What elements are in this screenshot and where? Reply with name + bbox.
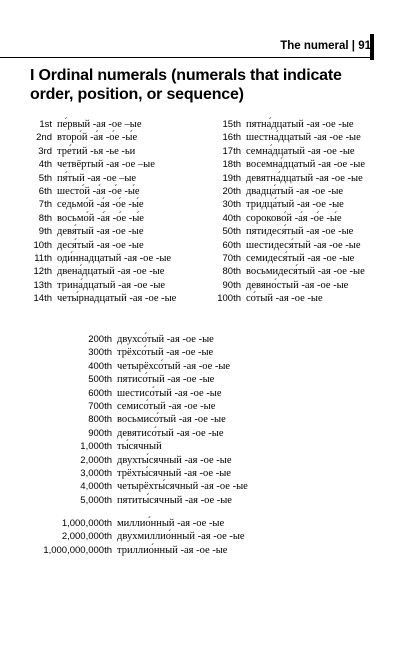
- numeral-number: 1,000,000th: [61, 518, 112, 529]
- numeral-word: триллио́нный -ая -ое -ые: [117, 544, 228, 556]
- numeral-word: двухты́сячный -ая -ое -ые: [117, 454, 232, 466]
- numeral-number: 500th: [88, 374, 112, 386]
- numeral-word: девятисо́тый -ая -ое -ые: [117, 427, 224, 439]
- numeral-word: пятидеся́тый -ая -ое -ые: [246, 226, 354, 238]
- numeral-number: 8th: [38, 212, 52, 224]
- section-title: I Ordinal numerals (numerals that indicate order, position, or sequence): [30, 67, 342, 103]
- numeral-word: второ́й -а́я -о́е -ы́е: [57, 132, 138, 144]
- numeral-row: [30, 387, 248, 400]
- ordinals-1-14: [12, 118, 176, 306]
- header-rule: [0, 57, 371, 58]
- numeral-number: 7th: [38, 199, 52, 211]
- numeral-number: 200th: [88, 334, 112, 345]
- numeral-number: 18th: [222, 159, 241, 171]
- numeral-row: [30, 494, 248, 507]
- numeral-number: 400th: [88, 360, 112, 372]
- numeral-word: трёхсо́тый -ая -ое -ые: [117, 347, 214, 359]
- numeral-row: [30, 480, 248, 493]
- numeral-word: шестидеся́тый -ая -ое -ые: [246, 239, 361, 251]
- numeral-row: [12, 212, 176, 225]
- numeral-number: 17th: [222, 145, 241, 157]
- numeral-word: двухмиллио́нный -ая -ое -ые: [117, 531, 245, 543]
- numeral-word: трёхты́сячный -ая -ое -ые: [117, 468, 231, 480]
- numeral-word: восьмидеся́тый -ая -ое -ые: [246, 266, 365, 278]
- numeral-word: семисо́тый -ая -ое -ые: [117, 401, 216, 413]
- numeral-row: [30, 440, 248, 453]
- numeral-number: 3,000th: [80, 468, 112, 480]
- numeral-number: 3rd: [38, 145, 52, 157]
- numeral-number: 4th: [38, 159, 52, 171]
- numeral-number: 13th: [33, 279, 52, 291]
- numeral-row: [30, 427, 248, 440]
- numeral-row: [12, 279, 176, 292]
- numeral-number: 12th: [33, 266, 52, 278]
- numeral-row: [30, 530, 245, 543]
- numeral-row: [12, 118, 176, 131]
- numeral-number: 80th: [222, 266, 241, 278]
- numeral-row: [12, 265, 176, 278]
- numeral-row: [12, 131, 176, 144]
- numeral-number: 4,000th: [80, 481, 112, 493]
- numeral-number: 30th: [222, 199, 241, 211]
- numeral-word: четырёхты́сячный -ая -ое -ые: [117, 481, 248, 493]
- numeral-word: четвёртый -ая -ое –ые: [57, 159, 155, 171]
- numeral-number: 70th: [222, 253, 241, 265]
- numeral-row: [204, 158, 365, 171]
- numeral-word: семна́дцатый -ая -ое -ые: [246, 145, 355, 157]
- numeral-row: [30, 544, 245, 557]
- numeral-number: 9th: [38, 226, 52, 238]
- numeral-row: [30, 373, 248, 386]
- numeral-word: восьмо́й -а́я -о́е -ы́е: [57, 212, 144, 224]
- numeral-number: 60th: [222, 239, 241, 251]
- numeral-row: [204, 212, 365, 225]
- numeral-word: четы́рнадцатый -ая -ое -ые: [57, 293, 177, 305]
- numeral-word: седьмо́й -а́я -о́е -ы́е: [57, 199, 144, 211]
- numeral-word: пятиты́сячный -ая -ое -ые: [117, 494, 232, 506]
- numeral-word: пятна́дцатый -ая -ое -ые: [246, 119, 354, 130]
- numeral-number: 6th: [38, 186, 52, 198]
- numeral-number: 15th: [222, 119, 241, 130]
- numeral-number: 700th: [88, 401, 112, 413]
- numeral-row: [12, 198, 176, 211]
- numeral-row: [30, 400, 248, 413]
- numeral-row: [204, 252, 365, 265]
- numeral-number: 800th: [88, 414, 112, 426]
- numeral-row: [204, 131, 365, 144]
- numeral-row: [204, 239, 365, 252]
- numeral-word: пе́рвый -ая -ое –ые: [57, 119, 142, 130]
- numeral-row: [12, 252, 176, 265]
- numeral-row: [204, 292, 365, 305]
- numeral-number: 600th: [88, 387, 112, 399]
- numeral-number: 1st: [39, 119, 52, 130]
- numeral-number: 300th: [88, 347, 112, 359]
- numeral-word: девятна́дцатый -ая -ое -ые: [246, 172, 363, 184]
- numeral-word: сороково́й -а́я -о́е -ы́е: [246, 212, 342, 224]
- numeral-number: 50th: [222, 226, 241, 238]
- numeral-row: [30, 413, 248, 426]
- numeral-row: [204, 172, 365, 185]
- ordinals-millions: [30, 517, 245, 557]
- numeral-number: 2nd: [36, 132, 52, 144]
- numeral-word: шесто́й -а́я -о́е -ы́е: [57, 186, 140, 198]
- numeral-number: 2,000th: [80, 454, 112, 466]
- numeral-number: 10th: [33, 239, 52, 251]
- numeral-row: [30, 333, 248, 346]
- numeral-number: 19th: [222, 172, 241, 184]
- numeral-word: шестисо́тый -ая -ое -ые: [117, 387, 222, 399]
- numeral-row: [12, 172, 176, 185]
- numeral-number: 14th: [33, 293, 52, 305]
- numeral-row: [204, 185, 365, 198]
- ordinals-hundreds-thousands: [30, 333, 248, 507]
- numeral-row: [30, 517, 245, 530]
- numeral-word: со́тый -ая -ое -ые: [246, 293, 323, 305]
- numeral-row: [204, 225, 365, 238]
- numeral-number: 16th: [222, 132, 241, 144]
- ordinals-15-100: [204, 118, 365, 306]
- numeral-row: [12, 239, 176, 252]
- numeral-word: восемна́дцатый -ая -ое -ые: [246, 159, 365, 171]
- numeral-word: тридца́тый -ая -ое -ые: [246, 199, 344, 211]
- numeral-word: пятисо́тый -ая -ое -ые: [117, 374, 215, 386]
- numeral-word: двена́дцатый -ая -ое -ые: [57, 266, 165, 278]
- numeral-word: двадца́тый -ая -ое -ые: [246, 186, 344, 198]
- numeral-number: 2,000,000th: [61, 531, 112, 543]
- numeral-word: трина́дцатый -ая -ое -ые: [57, 279, 166, 291]
- numeral-row: [30, 467, 248, 480]
- numeral-word: шестна́дцатый -ая -ое -ые: [246, 132, 361, 144]
- numeral-row: [204, 145, 365, 158]
- numeral-word: пя́тый -ая -ое –ые: [57, 172, 137, 184]
- numeral-word: миллио́нный -ая -ое -ые: [117, 518, 225, 529]
- numeral-row: [30, 360, 248, 373]
- numeral-row: [12, 225, 176, 238]
- numeral-row: [204, 279, 365, 292]
- numeral-word: оди́ннадцатый -ая -ое -ые: [57, 253, 172, 265]
- numeral-number: 40th: [222, 212, 241, 224]
- running-header: The numeral | 91: [280, 40, 371, 52]
- numeral-number: 1,000th: [80, 441, 112, 453]
- numeral-word: деся́тый -ая -ое -ые: [57, 239, 144, 251]
- numeral-row: [12, 185, 176, 198]
- numeral-number: 90th: [222, 279, 241, 291]
- numeral-word: восьмисо́тый -ая -ое -ые: [117, 414, 226, 426]
- numeral-number: 20th: [222, 186, 241, 198]
- numeral-word: семидеся́тый -ая -ое -ые: [246, 253, 355, 265]
- numeral-number: 1,000,000,000th: [43, 544, 112, 556]
- numeral-word: девяно́стый -ая -ое -ые: [246, 279, 349, 291]
- numeral-row: [12, 158, 176, 171]
- numeral-word: четырёхсо́тый -ая -ое -ые: [117, 360, 231, 372]
- numeral-row: [12, 145, 176, 158]
- numeral-number: 100th: [217, 293, 241, 305]
- numeral-word: девя́тый -ая -ое -ые: [57, 226, 144, 238]
- numeral-row: [30, 454, 248, 467]
- numeral-row: [204, 118, 365, 131]
- numeral-word: двухсо́тый -ая -ое -ые: [117, 334, 214, 345]
- numeral-word: ты́сячный: [117, 441, 162, 453]
- numeral-row: [204, 198, 365, 211]
- numeral-row: [204, 265, 365, 278]
- numeral-word: тре́тий -ья -ье -ьи: [57, 145, 136, 157]
- numeral-number: 11th: [34, 253, 52, 265]
- numeral-number: 900th: [88, 427, 112, 439]
- numeral-number: 5,000th: [80, 494, 112, 506]
- numeral-number: 5th: [38, 172, 52, 184]
- numeral-row: [30, 346, 248, 359]
- numeral-row: [12, 292, 176, 305]
